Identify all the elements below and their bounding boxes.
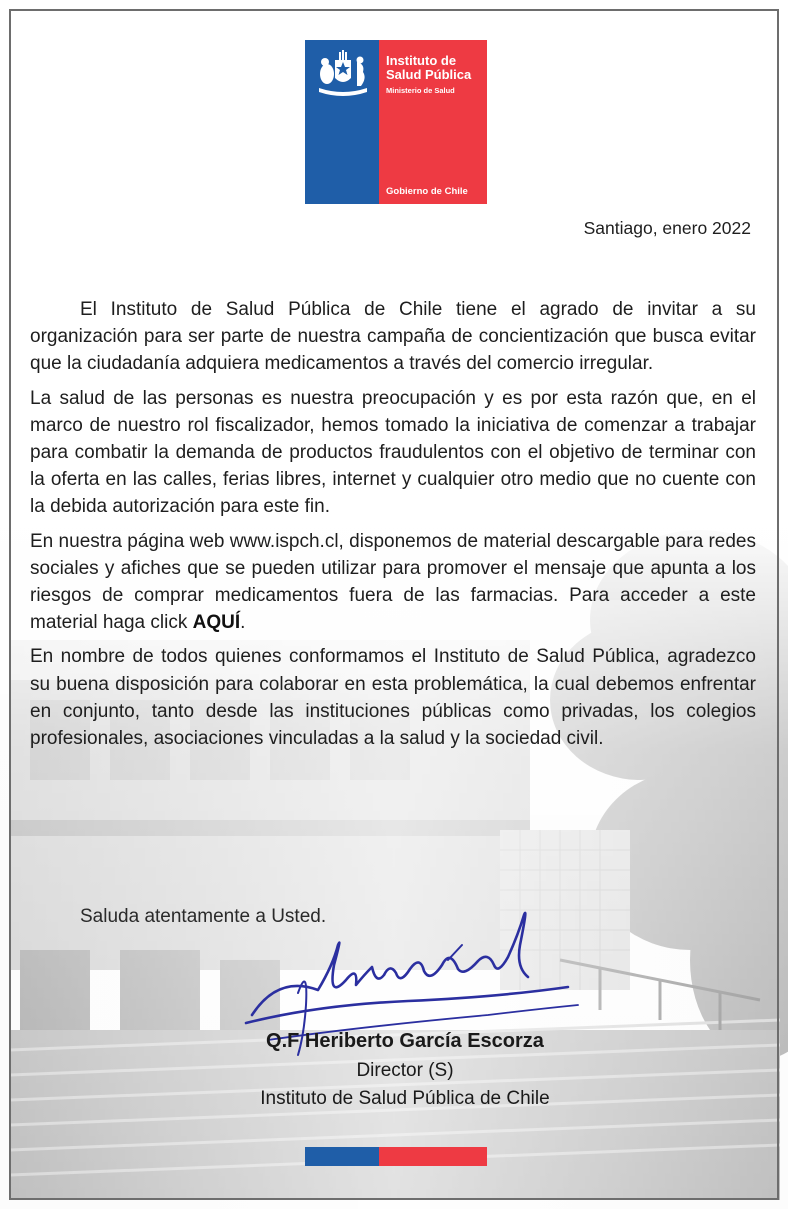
logo-government: Gobierno de Chile xyxy=(386,186,468,197)
paragraph-thanks: En nombre de todos quienes conformamos el Instituto de Salud Pública, agradezco su buena disposición para colaborar en esta problemática, la cual debemos enfrentar en conjunto, tanto desde las instituciones públicas como privadas, los colegios profesionales, asociaciones vinculadas a la salud y la sociedad civil. xyxy=(30,646,756,750)
isp-logo xyxy=(305,40,487,204)
logo-title-line1: Instituto de xyxy=(386,53,457,68)
flag-bar-blue xyxy=(305,1147,379,1166)
logo-blue-block xyxy=(305,40,379,204)
letter-date: Santiago, enero 2022 xyxy=(583,218,751,238)
signer-institution: Instituto de Salud Pública de Chile xyxy=(260,1088,550,1109)
letter-body xyxy=(30,296,756,759)
closing-salutation: Saluda atentamente a Usted. xyxy=(80,906,327,927)
paragraph-website-text: En nuestra página web www.ispch.cl, disponemos de material descargable para redes sociales y afiches que se pueden utilizar para promover el mensaje que apunta a los riesgos de comprar medicamentos fuera de las farmacias. Para acceder a este material haga click xyxy=(30,530,756,634)
paragraph-invitation: El Instituto de Salud Pública de Chile tiene el agrado de invitar a su organización para ser parte de nuestra campaña de concientización que busca evitar que la ciudadanía adquiera medicamentos a través del comercio irregular. xyxy=(30,299,756,375)
paragraph-website-end: . xyxy=(240,612,246,634)
logo-ministry: Ministerio de Salud xyxy=(386,86,455,95)
flag-color-bar xyxy=(305,1147,487,1166)
paragraph-health: La salud de las personas es nuestra preocupación y es por esta razón que, en el marco de nuestro rol fiscalizador, hemos tomado la iniciativa de comenzar a trabajar para combatir la demanda de productos fraudulentos con el objetivo de terminar con la oferta en las calles, ferias libres, internet y cualquier otro medio que no cuente con la debida autorización para este fin. xyxy=(30,387,756,518)
aqui-link[interactable]: AQUÍ xyxy=(192,612,241,634)
paragraph-website xyxy=(30,528,756,637)
logo-title xyxy=(386,54,486,82)
flag-bar-red xyxy=(379,1147,487,1166)
logo-title-line2: Salud Pública xyxy=(386,67,472,82)
signer-role: Director (S) xyxy=(356,1060,454,1081)
signer-name: Q.F Heriberto García Escorza xyxy=(266,1030,544,1052)
coat-of-arms-icon xyxy=(313,48,373,98)
logo-red-block xyxy=(379,40,487,204)
